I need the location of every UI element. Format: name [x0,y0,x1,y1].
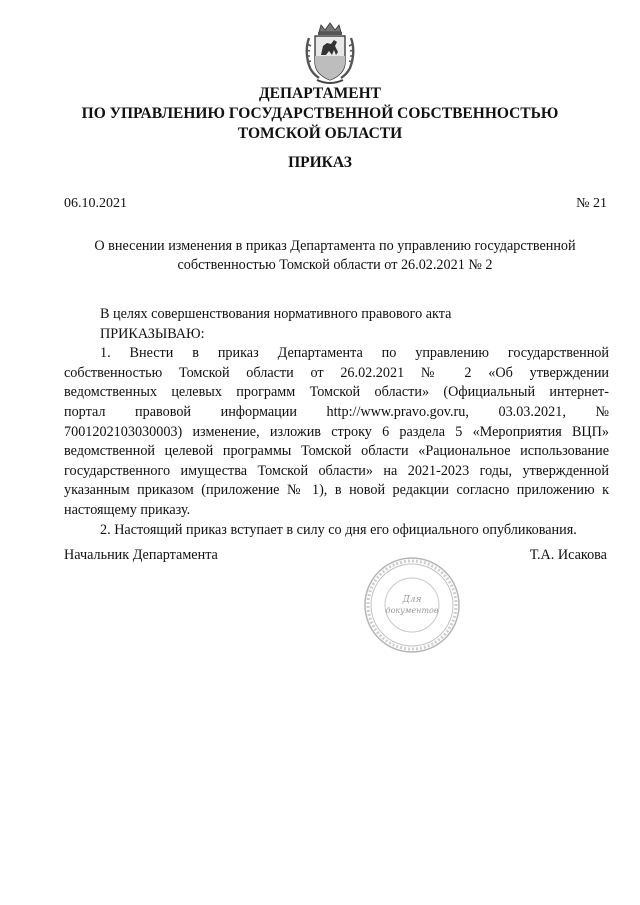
department-title-line3: ТОМСКОЙ ОБЛАСТИ [237,125,403,142]
svg-text:документов: документов [385,606,439,615]
stamp-seal [362,555,462,655]
subject-line2: собственностью Томской области от 26.02.2021 № 2 [177,257,493,273]
order-number: № 21 [576,196,607,211]
order-date: 06.10.2021 [64,196,127,211]
signatory-position: Начальник Департамента [64,547,218,563]
body-line: собственностью Томской области от 26.02.2021 № 2 «Об утверждении [64,364,609,381]
signatory-name: Т.А. Исакова [529,547,607,563]
body-line: государственного имущества Томской области» на 2021-2023 годы, утвержденной [64,462,609,479]
department-title-line2: ПО УПРАВЛЕНИЮ ГОСУДАРСТВЕННОЙ СОБСТВЕННОСТЬЮ [81,105,559,122]
body-line: ПРИКАЗЫВАЮ: [100,325,205,342]
body-line: ведомственной целевой программы Томской области «Рациональное использование [64,443,609,460]
coat-of-arms-icon [301,22,359,86]
body-line: 2. Настоящий приказ вступает в силу со дня его официального опубликования. [100,521,577,538]
subject-line1: О внесении изменения в приказ Департамента по управлению государственной [94,238,576,254]
svg-text:Для: Для [402,595,422,605]
body-line: В целях совершенствования нормативного правового акта [100,306,452,322]
department-title-line1: ДЕПАРТАМЕНТ [258,85,382,102]
body-line: 1. Внести в приказ Департамента по управлению государственной [100,345,609,362]
body-line: указанным приказом (приложение № 1), в новой редакции согласно приложению к [64,482,609,499]
body-line: настоящему приказу. [64,501,191,518]
body-line: ведомственных целевых программ Томской области» (Официальный интернет- [64,384,609,401]
body-line: 7001202103030003) изменение, изложив строку 6 раздела 5 «Мероприятия ВЦП» [64,423,609,440]
order-body [64,305,609,540]
body-line: портал правовой информации http://www.pravo.gov.ru, 03.03.2021, № [64,403,609,420]
doc-type-title: ПРИКАЗ [288,154,352,171]
